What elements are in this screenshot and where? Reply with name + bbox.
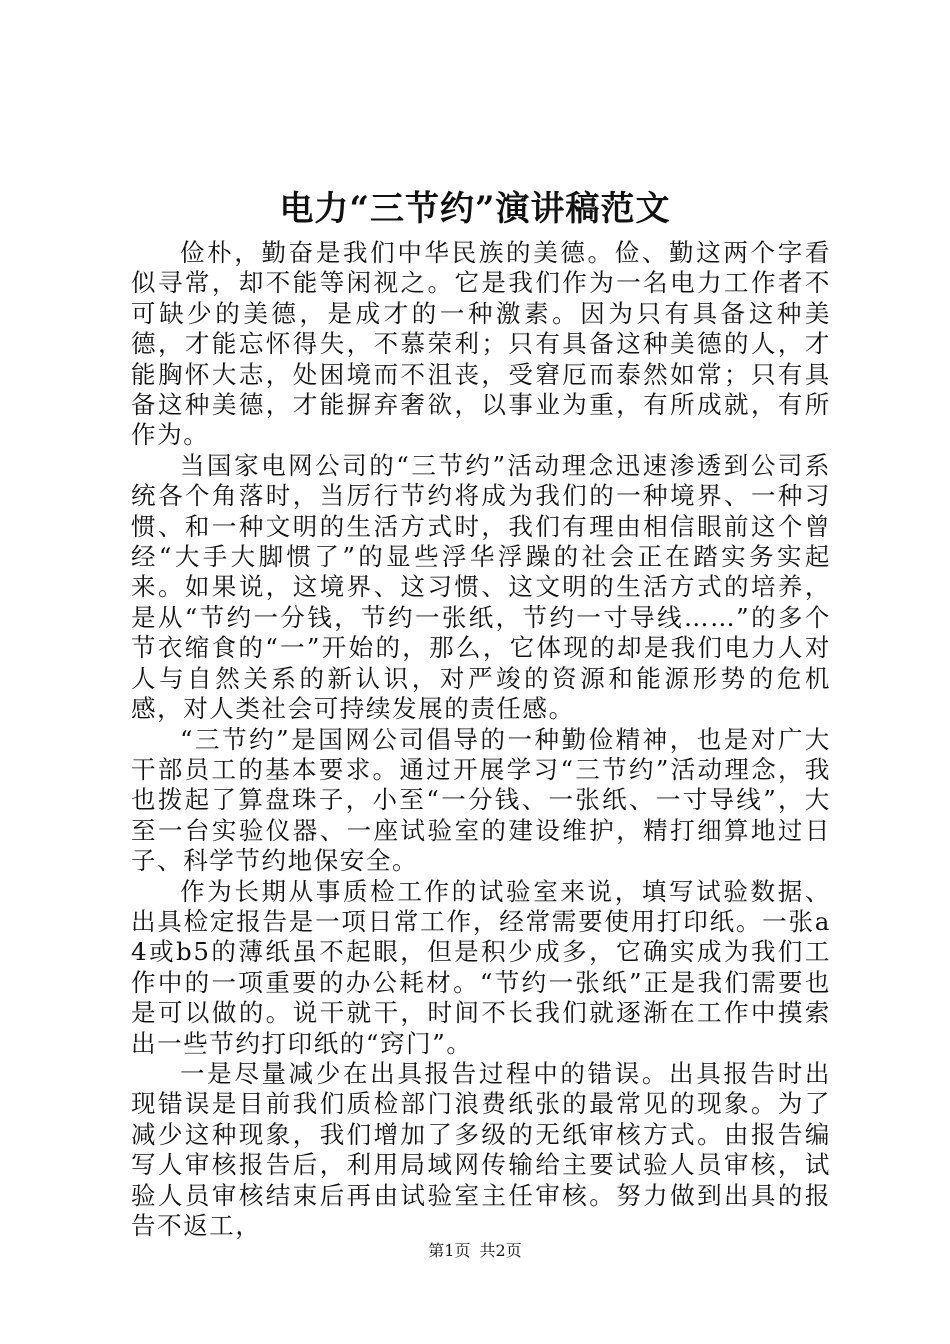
document-title: 电力“三节约”演讲稿范文 (279, 189, 671, 229)
page-total: 共2页 (479, 1241, 522, 1260)
page-footer (0, 1240, 950, 1262)
paragraph: 作为长期从事质检工作的试验室来说，填写试验数据、出具检定报告是一项日常工作，经常需要使用打印纸。一张a4或b5的薄纸虽不起眼，但是积少成多，它确实成为我们工作中的一项重要的办公耗材。“节约一张纸”正是我们需要也是可以做的。说干就干，时间不长我们就逐渐在工作中摸索出一些节约打印纸的“窍门”。 (131, 876, 831, 1058)
paragraph: “三节约”是国网公司倡导的一种勤俭精神，也是对广大干部员工的基本要求。通过开展学习“三节约”活动理念，我也拨起了算盘珠子，小至“一分钱、一张纸、一寸导线”，大至一台实验仪器、一座试验室的建设维护，精打细算地过日子、科学节约地保安全。 (131, 724, 831, 876)
paragraph: 一是尽量减少在出具报告过程中的错误。出具报告时出现错误是目前我们质检部门浪费纸张的最常见的现象。为了减少这种现象，我们增加了多级的无纸审核方式。由报告编写人审核报告后，利用局域网传输给主要试验人员审核，试验人员审核结束后再由试验室主任审核。努力做到出具的报告不返工， (131, 1058, 831, 1240)
paragraph: 当国家电网公司的“三节约”活动理念迅速渗透到公司系统各个角落时，当厉行节约将成为我们的一种境界、一种习惯、和一种文明的生活方式时，我们有理由相信眼前这个曾经“大手大脚惯了”的显些浮华浮躁的社会正在踏实务实起来。如果说，这境界、这习惯、这文明的生活方式的培养，是从“节约一分钱，节约一张纸，节约一寸导线……”的多个节衣缩食的“一”开始的，那么，它体现的却是我们电力人对人与自然关系的新认识，对严竣的资源和能源形势的危机感，对人类社会可持续发展的责任感。 (131, 450, 831, 724)
page-number: 第1页 (428, 1241, 471, 1260)
paragraph: 俭朴，勤奋是我们中华民族的美德。俭、勤这两个字看似寻常，却不能等闲视之。它是我们作为一名电力工作者不可缺少的美德，是成才的一种激素。因为只有具备这种美德，才能忘怀得失，不慕荣利；只有具备这种美德的人，才能胸怀大志，处困境而不沮丧，受窘厄而泰然如常；只有具备这种美德，才能摒弃奢欲，以事业为重，有所成就，有所作为。 (131, 238, 831, 450)
document-body (131, 238, 831, 1241)
